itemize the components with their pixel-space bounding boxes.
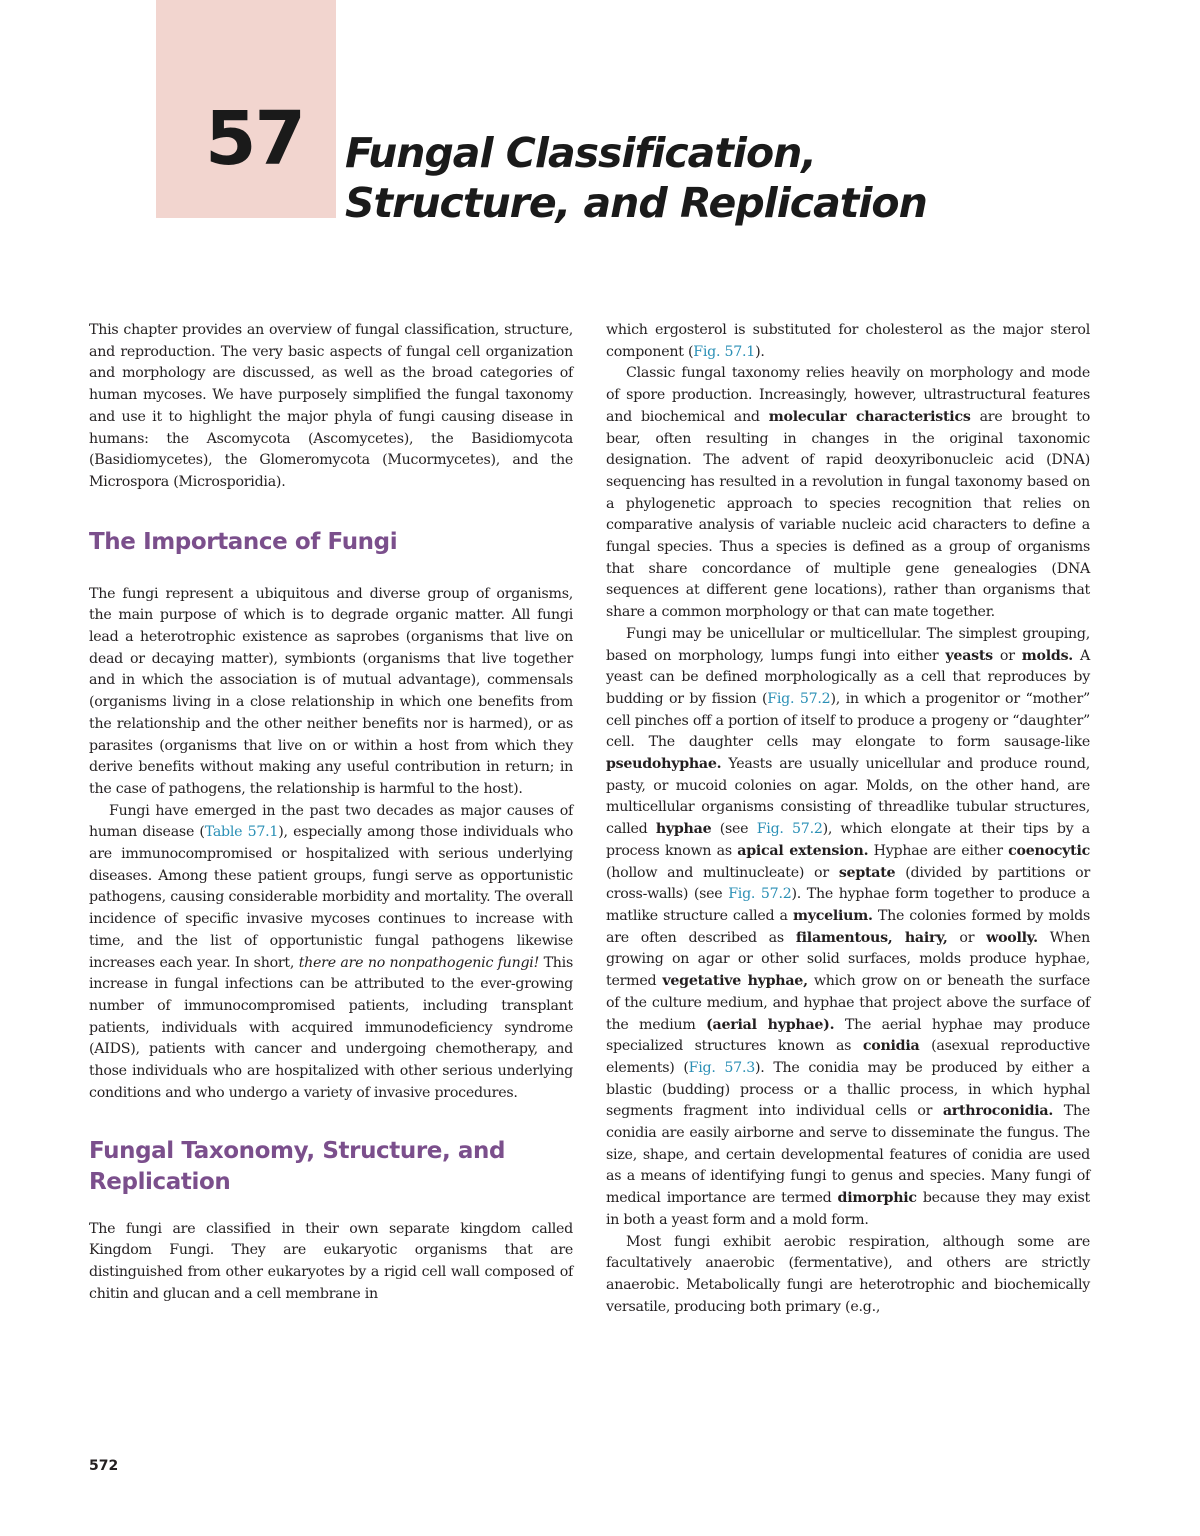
text-run: This increase in fungal infections can be attributed to the ever-growing number of immunocompromised patients, including transplant patients, individuals with acquired immunodeficiency syndrome (AIDS), patients with cancer and undergoing chemotherapy, and those individuals who are hospitalized with other serious underlying conditions and who undergo a variety of invasive procedures.	[89, 954, 573, 1101]
bold-term: (aerial hyphae).	[706, 1016, 835, 1033]
fig-57-2-link[interactable]: Fig. 57.2	[767, 690, 831, 707]
fig-57-2-link[interactable]: Fig. 57.2	[728, 886, 792, 903]
fig-57-1-link[interactable]: Fig. 57.1	[693, 343, 756, 360]
bold-term: pseudohyphae.	[606, 756, 722, 773]
bold-term: apical extension.	[737, 842, 869, 859]
bold-term: vegetative hyphae,	[662, 973, 808, 990]
heading-line: Replication	[89, 1168, 231, 1195]
text-run: ). The hyphae form together to produce a matlike structure called a	[606, 886, 1091, 924]
text-run: because they may exist in both a yeast form and a mold form.	[606, 1190, 1090, 1228]
text-run: (asexual reproductive elements) (	[606, 1038, 1090, 1076]
text-run: (divided by partitions or cross-walls) (see	[606, 864, 1090, 903]
section-heading-importance: The Importance of Fungi	[89, 528, 398, 555]
heading-line: Fungal Taxonomy, Structure, and	[89, 1137, 506, 1164]
text-run: Yeasts are usually unicellular and produce round, pasty, or mucoid colonies on agar. Molds, on the other hand, are multicellular organisms consisting of threadlike tubular structures, called	[606, 756, 1090, 838]
fig-57-3-link[interactable]: Fig. 57.3	[688, 1059, 755, 1076]
text-run: which ergosterol is substituted for cholesterol as the major sterol component (	[606, 322, 1090, 360]
morphology-paragraph	[606, 624, 1090, 1232]
text-run: or	[947, 929, 987, 946]
text-run: Classic fungal taxonomy relies heavily on morphology and mode of spore production. Increasingly, however, ultrastructural features and biochemical and	[606, 365, 1090, 425]
fig-57-2-link[interactable]: Fig. 57.2	[756, 821, 823, 838]
page-number: 572	[89, 1458, 119, 1474]
ergosterol-paragraph	[606, 320, 1090, 363]
bold-term: septate	[838, 864, 896, 881]
text-run: Fungi have emerged in the past two decades as major causes of human disease (	[89, 802, 573, 841]
table-57-1-link[interactable]: Table 57.1	[204, 824, 279, 841]
text-run: When growing on agar or other solid surfaces, molds produce hyphae, termed	[606, 929, 1091, 990]
bold-term: yeasts	[945, 647, 993, 664]
bold-term: hyphae	[655, 821, 712, 838]
section-heading-taxonomy	[89, 1136, 573, 1198]
bold-term: mycelium.	[792, 907, 873, 924]
text-run: ), which elongate at their tips by a process known as	[606, 821, 1090, 859]
text-run: or	[992, 647, 1022, 664]
chapter-number: 57	[205, 96, 304, 182]
importance-paragraph-2	[89, 801, 573, 1105]
text-run: which grow on or beneath the surface of the culture medium, and hyphae that project above the surface of the medium	[606, 973, 1090, 1033]
chapter-title	[345, 128, 1105, 228]
left-column	[89, 320, 573, 1305]
intro-paragraph: This chapter provides an overview of fungal classification, structure, and reproduction. The very basic aspects of fungal cell organization and morphology are discussed, as well as the broad categories of human mycoses. We have purposely simplified the fungal taxonomy and use it to highlight the major phyla of fungi causing disease in humans: the Ascomycota (Ascomycetes), the Basidiomycota (Basidiomycetes), the Glomeromycota (Mucormycetes), and the Microspora (Microsporidia).	[89, 322, 573, 490]
text-run: ).	[755, 343, 765, 360]
text-run: The colonies formed by molds are often described as	[606, 907, 1090, 946]
bold-term: molds.	[1021, 647, 1073, 664]
classic-taxonomy-paragraph	[606, 363, 1090, 623]
bold-term: dimorphic	[837, 1190, 917, 1207]
bold-term: arthroconidia.	[942, 1103, 1054, 1120]
emphasis-text: there are no nonpathogenic fungi!	[298, 954, 540, 971]
bold-term: conidia	[862, 1038, 920, 1055]
text-run: ), in which a progenitor or “mother” cell pinches off a portion of itself to produce a progeny or “daughter” cell. The daughter cells may elongate to form sausage-like	[606, 690, 1090, 751]
text-run: Fungi may be unicellular or multicellular. The simplest grouping, based on morphology, lumps fungi into either	[606, 625, 1090, 664]
text-run: ). The conidia may be produced by either a blastic (budding) process or a thallic process, in which hyphal segments fragment into individual cells or	[606, 1059, 1090, 1120]
text-run: Hyphae are either	[868, 842, 1009, 859]
importance-paragraph-1: The fungi represent a ubiquitous and diverse group of organisms, the main purpose of which is to degrade organic matter. All fungi lead a heterotrophic existence as saprobes (organisms that live on dead or decaying matter), symbionts (organisms that live together and in which the association is of mutual advantage), commensals (organisms living in a close relationship in which one benefits from the relationship and the other neither benefits nor is harmed), or as parasites (organisms that live on or within a host from which they derive benefits without making any useful contribution in return; in the case of pathogens, the relationship is harmful to the host).	[89, 585, 573, 797]
bold-term: woolly.	[986, 929, 1038, 946]
chapter-title-line2: Structure, and Replication	[345, 179, 927, 227]
bold-term: coenocytic	[1008, 842, 1090, 859]
text-run: The conidia are easily airborne and serve to disseminate the fungus. The size, shape, and certain developmental features of conidia are used as a means of identifying fungi to genus and species. Many fungi of medical importance are termed	[606, 1103, 1090, 1207]
text-run: ), especially among those individuals who are immunocompromised or hospitalized with serious underlying diseases. Among these patient groups, fungi serve as opportunistic pathogens, causing considerable morbidity and mortality. The overall incidence of specific invasive mycoses continues to increase with time, and the list of opportunistic fungal pathogens likewise increases each year. In short,	[89, 824, 573, 971]
bold-term: molecular characteristics	[768, 408, 971, 425]
respiration-paragraph: Most fungi exhibit aerobic respiration, although some are facultatively anaerobic (fermentative), and others are strictly anaerobic. Metabolically fungi are heterotrophic and biochemically versatile, producing both primary (e.g.,	[606, 1233, 1090, 1315]
text-run: are brought to bear, often resulting in changes in the original taxonomic designation. The advent of rapid deoxyribonucleic acid (DNA) sequencing has resulted in a revolution in fungal taxonomy based on a phylogenetic approach to species recognition that relies on comparative analysis of variable nucleic acid characters to define a fungal species. Thus a species is defined as a group of organisms that share concordance of multiple gene genealogies (DNA sequences at different gene locations), rather than organisms that share a common morphology or that can mate together.	[606, 408, 1090, 621]
chapter-title-line1: Fungal Classification,	[345, 129, 816, 177]
taxonomy-paragraph-1: The fungi are classified in their own separate kingdom called Kingdom Fungi. They are eukaryotic organisms that are distinguished from other eukaryotes by a rigid cell wall composed of chitin and glucan and a cell membrane in	[89, 1220, 573, 1302]
bold-term: filamentous, hairy,	[795, 929, 948, 946]
text-run: A yeast can be defined morphologically as a cell that reproduces by budding or by fission (	[606, 647, 1091, 707]
text-run: (hollow and multinucleate) or	[606, 864, 839, 881]
text-run: (see	[711, 821, 757, 838]
right-column	[606, 320, 1090, 1318]
text-run: The aerial hyphae may produce specialized structures known as	[606, 1016, 1090, 1055]
